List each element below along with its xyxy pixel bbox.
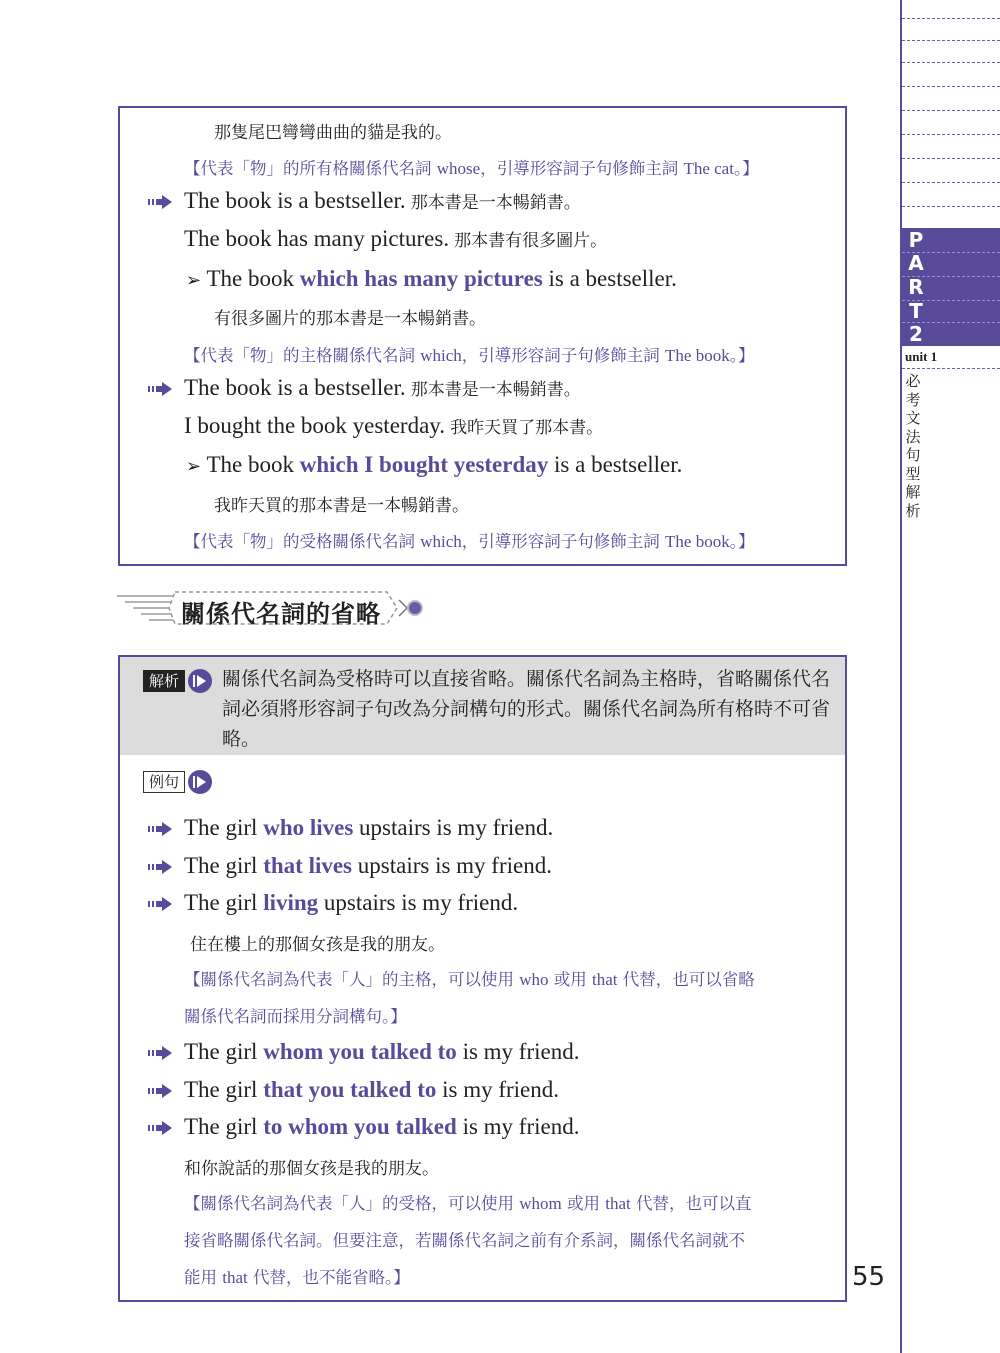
sidebar-rule	[902, 158, 1000, 159]
sidebar-rule	[902, 206, 1000, 207]
translation-text: 住在樓上的那個女孩是我的朋友。	[190, 935, 445, 955]
sidebar-rule	[902, 62, 1000, 63]
sidebar-rule	[902, 86, 1000, 87]
arrow-icon	[148, 860, 172, 874]
sidebar-rule	[902, 134, 1000, 135]
part-letter: R	[908, 275, 924, 299]
sidebar-rule	[902, 18, 1000, 19]
example-tag: 例句	[143, 771, 185, 793]
arrow-icon	[148, 897, 172, 911]
chevron-right-icon: ➢	[186, 270, 202, 290]
chevron-right-icon: ➢	[186, 456, 202, 476]
sidebar-rule	[902, 110, 1000, 111]
translation-text: 有很多圖片的那本書是一本暢銷書。	[214, 309, 486, 329]
page-number: 55	[852, 1262, 886, 1292]
part-letter: A	[908, 251, 924, 275]
example-sentence: The book is a bestseller. 那本書是一本暢銷書。	[184, 375, 581, 400]
unit-label: unit 1	[905, 349, 938, 364]
grammar-note: 【關係代名詞為代表「人」的受格，可以使用 whom 或用 that 代替，也可以直	[184, 1194, 752, 1213]
example-sentence: The girl living upstairs is my friend.	[184, 890, 519, 915]
example-sentence: The girl that you talked to is my friend.	[184, 1077, 560, 1102]
arrow-icon	[148, 1046, 172, 1060]
result-sentence: ➢ The book which I bought yesterday is a bestseller.	[186, 452, 683, 477]
grammar-note: 【關係代名詞為代表「人」的主格，可以使用 who 或用 that 代替，也可以省略	[184, 970, 755, 989]
sidebar-divider	[900, 0, 902, 1353]
grammar-note: 【代表「物」的受格關係代名詞 which，引導形容詞子句修飾主詞 The book。】	[184, 532, 755, 551]
example-sentence: I bought the book yesterday. 我昨天買了那本書。	[184, 413, 604, 438]
translation-text: 那隻尾巴彎彎曲曲的貓是我的。	[214, 123, 452, 143]
arrow-icon	[148, 195, 172, 209]
example-sentence: The book is a bestseller. 那本書是一本暢銷書。	[184, 188, 581, 213]
arrow-icon	[148, 1084, 172, 1098]
sidebar-title: 必考文法句型解析	[905, 372, 921, 520]
grammar-note: 能用 that 代替，也不能省略。】	[184, 1268, 410, 1287]
analysis-text: 關係代名詞為受格時可以直接省略。關係代名詞為主格時，省略關係代名詞必須將形容詞子句改為分詞構句的形式。關係代名詞為所有格時不可省略。	[222, 668, 831, 750]
translation-text: 我昨天買的那本書是一本暢銷書。	[214, 496, 469, 516]
example-sentence: The girl that lives upstairs is my friend.	[184, 853, 552, 878]
example-sentence: The book has many pictures. 那本書有很多圖片。	[184, 226, 608, 251]
arrow-icon	[148, 1121, 172, 1135]
play-icon	[188, 669, 212, 693]
sidebar-rule	[902, 182, 1000, 183]
result-sentence: ➢ The book which has many pictures is a bestseller.	[186, 266, 677, 291]
grammar-note: 關係代名詞而採用分詞構句。】	[184, 1007, 407, 1026]
arrow-icon	[148, 382, 172, 396]
analysis-tag: 解析	[143, 670, 185, 692]
grammar-note: 接省略關係代名詞。但要注意，若關係代名詞之前有介系詞，關係代名詞就不	[184, 1231, 745, 1250]
section-title: 關係代名詞的省略	[181, 600, 381, 628]
arrow-icon	[148, 822, 172, 836]
sidebar-rule	[902, 40, 1000, 41]
play-icon	[188, 770, 212, 794]
part-letter: T	[909, 299, 923, 323]
part-letter: 2	[909, 322, 923, 346]
grammar-note: 【代表「物」的主格關係代名詞 which，引導形容詞子句修飾主詞 The book。】	[184, 346, 755, 365]
translation-text: 和你說話的那個女孩是我的朋友。	[184, 1159, 439, 1179]
example-sentence: The girl to whom you talked is my friend.	[184, 1114, 580, 1139]
example-sentence: The girl whom you talked to is my friend.	[184, 1039, 580, 1064]
sidebar-rule	[902, 368, 1000, 369]
part-letter: P	[908, 228, 924, 252]
grammar-note: 【代表「物」的所有格關係代名詞 whose，引導形容詞子句修飾主詞 The cat。】	[184, 159, 759, 178]
example-sentence: The girl who lives upstairs is my friend.	[184, 815, 554, 840]
